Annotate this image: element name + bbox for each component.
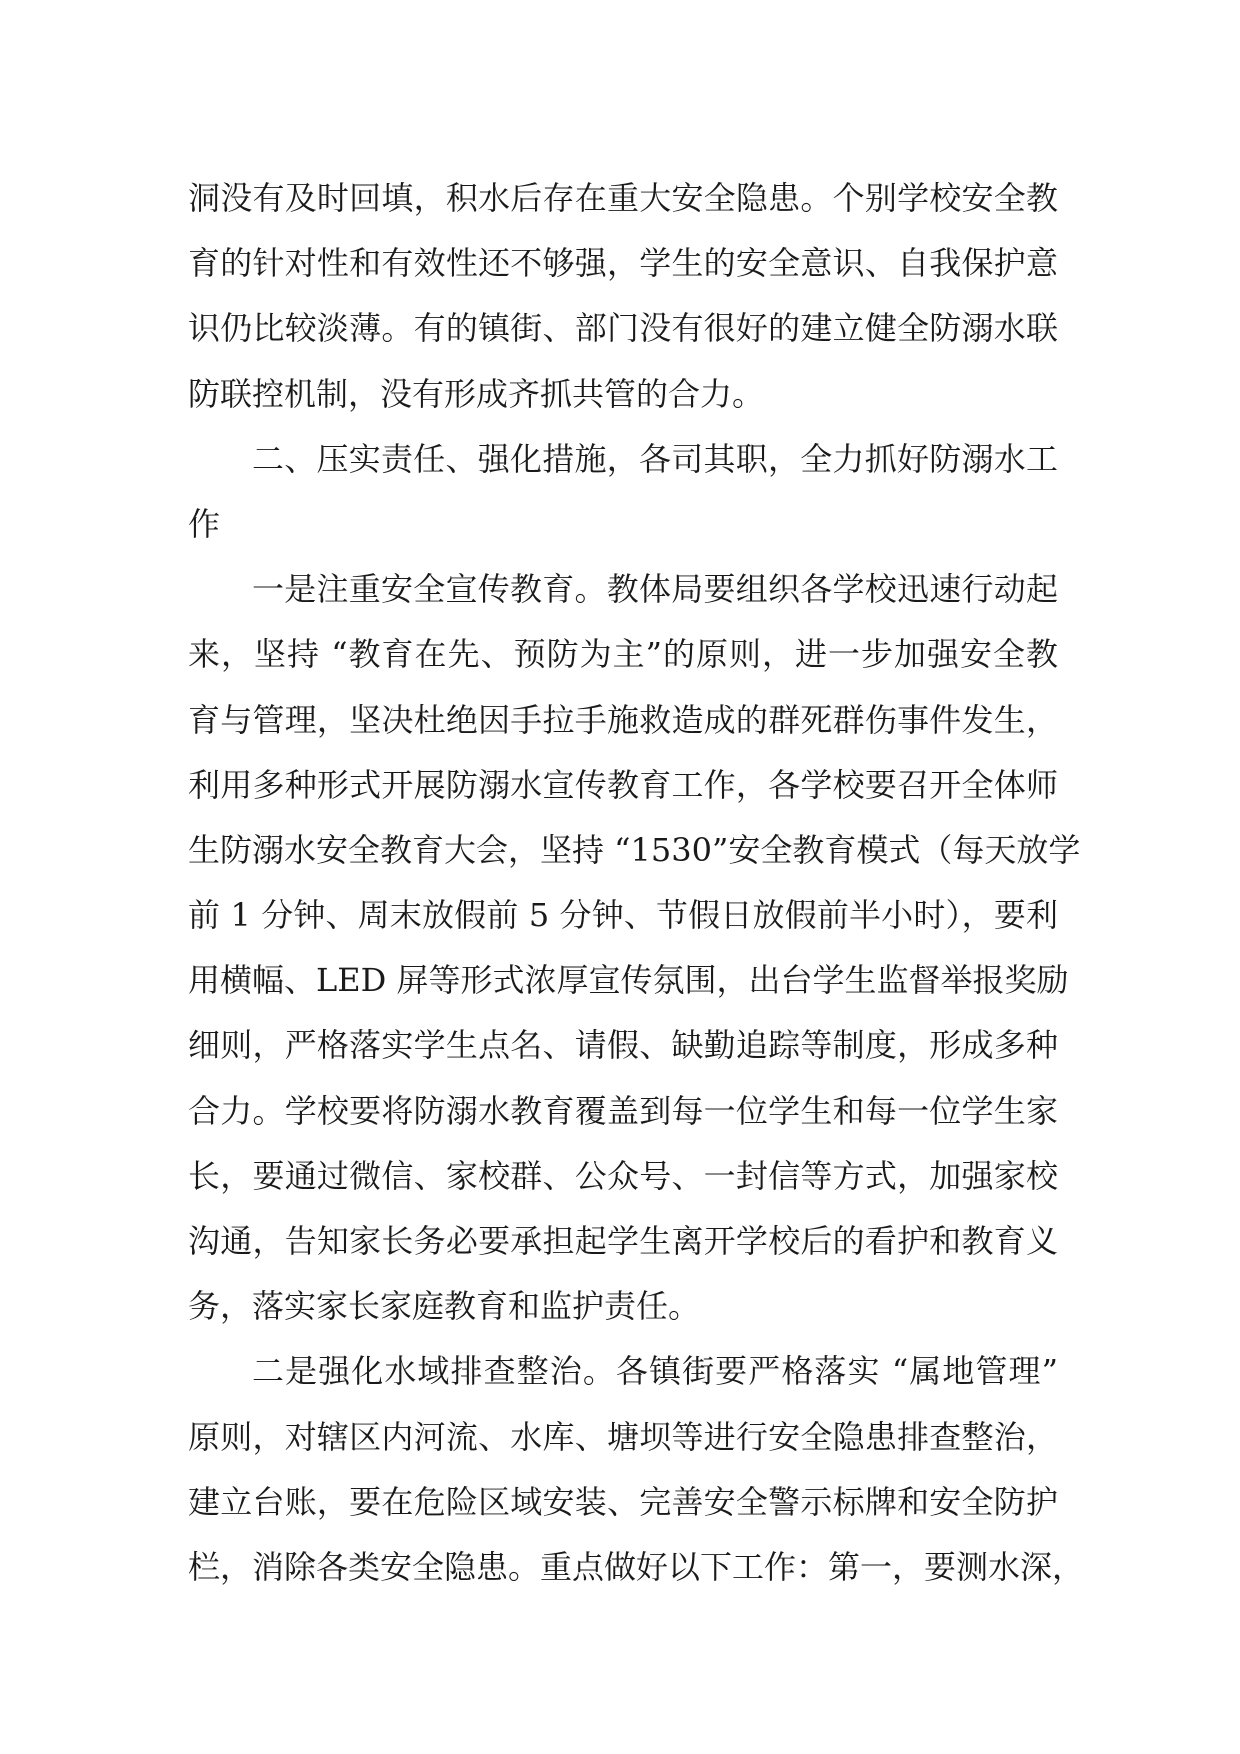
text-line: 用横幅、LED 屏等形式浓厚宣传氛围，出台学生监督举报奖励 <box>188 961 1069 1000</box>
text-line: 利用多种形式开展防溺水宣传教育工作，各学校要召开全体师 <box>188 765 1058 804</box>
text-line: 合力。学校要将防溺水教育覆盖到每一位学生和每一位学生家 <box>188 1091 1058 1130</box>
text-line: 防联控机制，没有形成齐抓共管的合力。 <box>188 374 765 413</box>
text-line: 细则，严格落实学生点名、请假、缺勤追踪等制度，形成多种 <box>188 1026 1058 1065</box>
document-body <box>188 166 1085 1600</box>
text-line: 栏，消除各类安全隐患。重点做好以下工作：第一，要测水深， <box>188 1547 1085 1586</box>
text-line: 沟通，告知家长务必要承担起学生离开学校后的看护和教育义 <box>188 1222 1058 1260</box>
section-heading-line: 二、压实责任、强化措施，各司其职，全力抓好防溺水工 <box>252 439 1058 478</box>
text-line: 育的针对性和有效性还不够强，学生的安全意识、自我保护意 <box>188 244 1058 283</box>
text-line: 建立台账，要在危险区域安装、完善安全警示标牌和安全防护 <box>188 1482 1058 1521</box>
text-line: 洞没有及时回填，积水后存在重大安全隐患。个别学校安全教 <box>188 179 1058 217</box>
text-line: 务，落实家长家庭教育和监护责任。 <box>188 1287 701 1326</box>
text-line: 前 1 分钟、周末放假前 5 分钟、节假日放假前半小时），要利 <box>188 896 1058 935</box>
text-line: 一是注重安全宣传教育。教体局要组织各学校迅速行动起 <box>252 570 1058 609</box>
text-line: 来，坚持 “教育在先、预防为主”的原则，进一步加强安全教 <box>188 635 1058 674</box>
text-line: 二是强化水域排查整治。各镇街要严格落实 “属地管理” <box>252 1352 1058 1391</box>
text-line: 原则，对辖区内河流、水库、塘坝等进行安全隐患排查整治， <box>188 1417 1058 1456</box>
section-heading-line: 作 <box>188 504 221 543</box>
text-line: 生防溺水安全教育大会，坚持 “1530”安全教育模式（每天放学 <box>188 830 1081 869</box>
text-line: 识仍比较淡薄。有的镇街、部门没有很好的建立健全防溺水联 <box>188 309 1058 348</box>
text-line: 育与管理，坚决杜绝因手拉手施救造成的群死群伤事件发生， <box>188 700 1058 739</box>
text-line: 长，要通过微信、家校群、公众号、一封信等方式，加强家校 <box>188 1156 1058 1195</box>
